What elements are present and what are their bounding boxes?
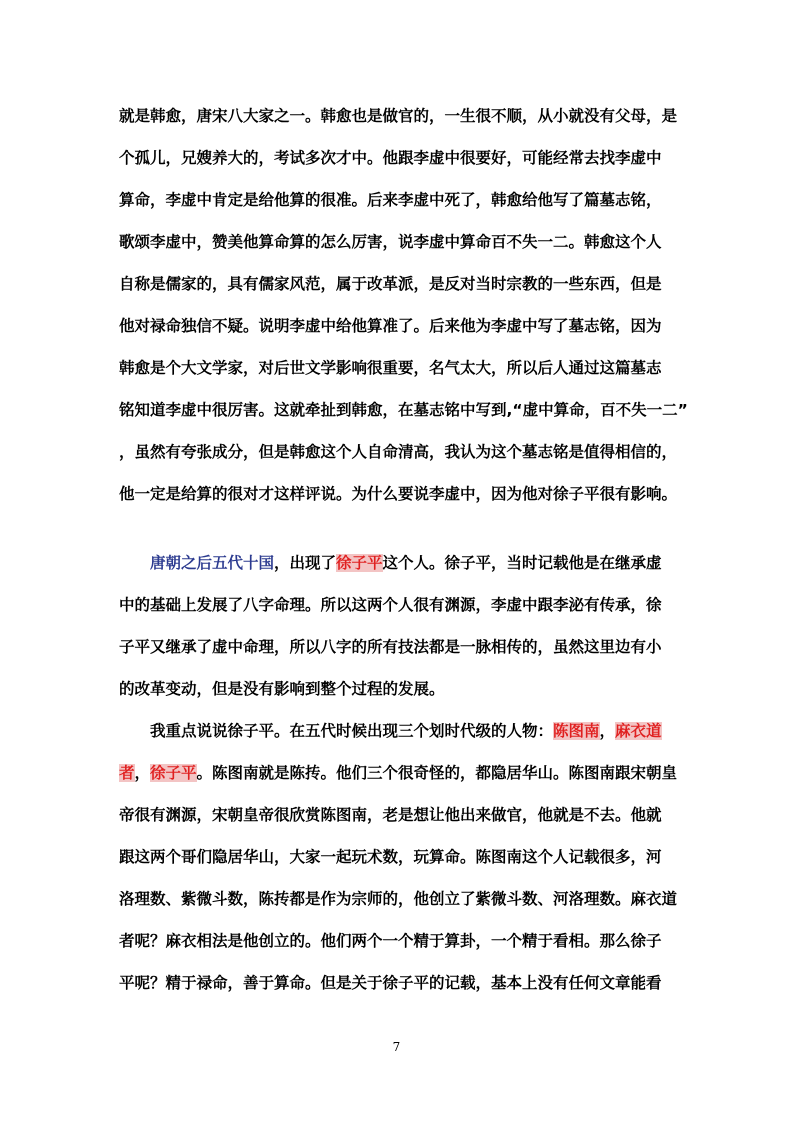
text-line: 他一定是给算的很对才这样评说。为什么要说李虚中，因为他对徐子平很有影响。: [119, 485, 678, 503]
text-line: 就是韩愈，唐宋八大家之一。韩愈也是做官的，一生很不顺，从小就没有父母，是: [119, 107, 678, 125]
text-line: ，虽然有夸张成分，但是韩愈这个人自命清高，我认为这个墓志铭是值得相信的，: [119, 443, 678, 461]
text-run: ，: [134, 764, 151, 782]
page-number: 7: [392, 1040, 401, 1054]
text-run: 。陈图南就是陈抟。他们三个很奇怪的，都隐居华山。陈图南跟宋朝皇: [196, 764, 678, 782]
highlighted-name: 徐子平: [336, 554, 383, 572]
text-line: 子平又继承了虚中命理，所以八字的所有技法都是一脉相传的，虽然这里边有小: [119, 638, 662, 656]
text-line: 的改革变动，但是没有影响到整个过程的发展。: [119, 680, 445, 698]
text-line: 韩愈是个大文学家，对后世文学影响很重要，名气太大，所以后人通过这篇墓志: [119, 359, 662, 377]
text-run: 这个人。徐子平，当时记载他是在继承虚: [382, 554, 662, 572]
text-line: 跟这两个哥们隐居华山，大家一起玩术数，玩算命。陈图南这个人记载很多，河: [119, 848, 662, 866]
text-line: 自称是儒家的，具有儒家风范，属于改革派，是反对当时宗教的一些东西，但是: [119, 275, 662, 293]
paragraph-2-line-1: [150, 553, 662, 573]
text-line: 帝很有渊源，宋朝皇帝很欣赏陈图南，老是想让他出来做官，他就是不去。他就: [119, 806, 662, 824]
text-line: 洛理数、紫微斗数，陈抟都是作为宗师的，他创立了紫微斗数、河洛理数。麻衣道: [119, 890, 678, 908]
paragraph-3-line-1: [150, 721, 662, 741]
highlighted-name: 麻衣道: [615, 722, 662, 740]
text-line: 铭知道李虚中很厉害。这就牵扯到韩愈，在墓志铭中写到,“虚中算命，百不失一二”: [119, 401, 688, 419]
text-line: 歌颂李虚中，赞美他算命算的怎么厉害，说李虚中算命百不失一二。韩愈这个人: [119, 233, 662, 251]
text-line: 者呢？麻衣相法是他创立的。他们两个一个精于算卦，一个精于看相。那么徐子: [119, 932, 662, 950]
text-line: 平呢？精于禄命，善于算命。但是关于徐子平的记载，基本上没有任何文章能看: [119, 974, 662, 992]
text-line: 中的基础上发展了八字命理。所以这两个人很有渊源，李虚中跟李泌有传承，徐: [119, 596, 662, 614]
highlighted-name: 陈图南: [553, 722, 600, 740]
text-line: 算命，李虚中肯定是给他算的很准。后来李虚中死了，韩愈给他写了篇墓志铭，: [119, 191, 662, 209]
text-run: ，出现了: [274, 554, 337, 572]
highlighted-name: 徐子平: [150, 764, 197, 782]
text-run: 我重点说说徐子平。在五代时候出现三个划时代级的人物：: [150, 722, 554, 740]
text-line: 个孤儿，兄嫂养大的，考试多次才中。他跟李虚中很要好，可能经常去找李虚中: [119, 149, 662, 167]
highlighted-name: 者: [119, 764, 135, 782]
text-run: ，: [599, 722, 616, 740]
text-line: 他对禄命独信不疑。说明李虚中给他算准了。后来他为李虚中写了墓志铭，因为: [119, 317, 662, 335]
paragraph-3-line-2: [119, 763, 677, 783]
era-phrase: 唐朝之后五代十国: [150, 554, 275, 572]
